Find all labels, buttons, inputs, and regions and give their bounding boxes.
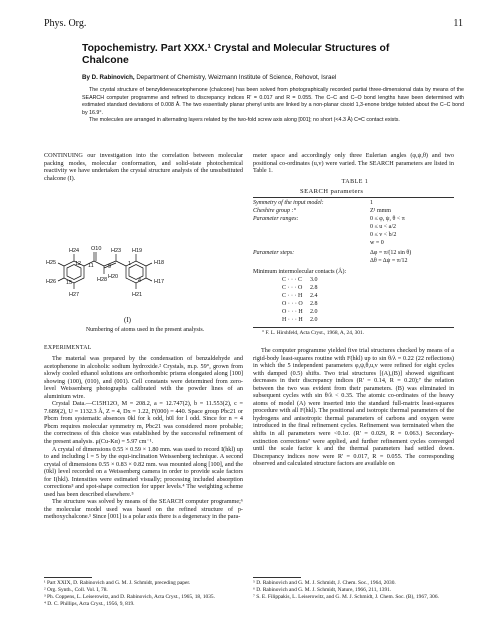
table-value: w = 0 [370,240,384,246]
atom-label: H19 [132,248,143,254]
contact-pair: C · · · C [282,277,302,283]
experimental-body [44,355,243,521]
contact-value: 2.0 [310,309,318,315]
compound-number: (I) [124,316,131,324]
journal-header: Phys. Org. [44,18,87,29]
chalcone-structure-svg [44,244,243,324]
atom-label: 1 [128,261,132,267]
body-paragraph: Crystal Data.—C15H12O, M = 208.2, a = 12.747(2), b = 11.553(2), c = 7.689(2), U = 1132.3 Å, Z = 4, Dx = 1.22, F(000) = 440. Space group Pbc21 or Pbcm from systematic absences 0kl for k odd, h0l for l odd. Since for n = 4 Pbcm requires molecular symmetry m, Pbc21 was considered more probable; the correctness of this choice was established by the successful refinement of the present analysis. μ(Cu-Kα) = 5.97 cm⁻¹. [44,400,243,446]
footnote-rule [44,577,92,578]
chalcone-structure-diagram [44,244,243,324]
figure-caption: Numbering of atoms used in the present analysis. [85,327,205,333]
author-line [82,74,462,81]
atom-label: H23 [111,248,122,254]
body-paragraph: The material was prepared by the condensation of benzaldehyde and acetophenone in alcoholic sodium hydroxide.² Crystals, m.p. 59°, grown from slowly cooled ethanol solutions are orthorhombic prisms elongated along [100] showing (100), (010), and (001). Cell constants were determined from zero-level Weissenberg photographs calibrated with the powder lines of an aluminium wire. [44,355,243,400]
footnotes-right [253,580,454,601]
contact-pair: O · · · O [282,301,303,307]
contacts-title: Minimum intermolecular contacts (Å): [253,269,347,275]
footnotes-left [44,580,243,608]
atom-label: H17 [154,279,165,285]
footnote-rule [253,577,301,578]
atom-label: H18 [154,260,165,266]
footnote: ⁷ S. E. Filippakis, L. Leiserowitz, and G. M. J. Schmidt, J. Chem. Soc. (B), 1967, 306. [253,593,439,600]
contact-value: 2.4 [310,293,318,299]
table-label: Parameter ranges: [253,216,299,222]
contact-value: 2.0 [310,317,318,323]
contact-pair: C · · · H [282,293,303,299]
table-heading: SEARCH parameters [300,188,364,195]
contact-value: 2.8 [310,301,318,307]
right-intro: meter space and accordingly only three Eulerian angles (φ,ψ,θ) and two positional co-ordinates (u,v) were varied. The SEARCH parameters are listed in Table 1. [253,152,454,175]
atom-label: 15 [66,280,73,286]
footnote: ⁶ D. Rabinovich and G. M. J. Schmidt, Nature, 1966, 211, 1391. [253,586,392,593]
atom-label: 11 [88,263,94,269]
author-affiliation: Department of Chemistry, Weizmann Institute of Science, Rehovot, Israel [136,74,337,81]
footnote: ³ Ph. Coppens, L. Leiserowitz, and D. Rabinovich, Acta Cryst., 1965, 18, 1035. [44,593,215,600]
table-value: Z¹ mmm [370,208,391,214]
table-value: Δφ = π/(12 sin θ) [370,250,412,256]
right-body [253,347,454,468]
article-title-line1: Topochemistry. Part XXX.¹ Crystal and Molecular Structures of [82,43,390,54]
contact-pair: H · · · H [282,317,303,323]
footnote: ⁵ D. Rabinovich and G. M. J. Schmidt, J. Chem. Soc., 1964, 2030. [253,580,396,586]
table-value: Δθ = Δψ = π/12 [370,258,408,264]
table-rule [253,197,454,198]
abstract [82,87,464,125]
contact-value: 2.8 [310,285,318,291]
abstract-paragraph: The molecules are arranged in alternating layers related by the two-fold screw axis along [001]; no short (<4.3 Å) C=C contact exists. [89,117,400,124]
table-number: TABLE 1 [341,179,369,185]
table-label: Cheshire group :° [253,208,296,214]
author-name: By D. Rabinovich, [82,74,135,81]
atom-label: O10 [91,246,102,252]
abstract-paragraph: The crystal structure of benzylideneacetophenone (chalcone) has been solved from photographically recorded partial three-dimensional data by means of the SEARCH computer programme and refined to discrepancy indices R' = 0.017 and R = 0.055. The C–C and C–O bond lengths have been determined with estimated standard deviations of 0.008 Å. The two essentially planar phenyl units are linked by a non-planar cisoid 1,3-enone bridge twisted about the C–C bond by 16.9°. [82,87,464,116]
table-value: 1 [370,200,373,206]
table-label: Symmetry of the input model: [253,200,324,206]
body-paragraph: The structure was solved by means of the SEARCH computer programme;⁶ the molecular model used was based on the refined structure of p-methoxychalcone.¹ Since [001] is a polar axis there is a degeneracy in the para- [44,498,243,521]
table-value: 0 ≤ u < a/2 [370,224,397,230]
table-value: 0 ≤ φ, ψ, θ < π [370,216,405,222]
intro-paragraph: CONTINUING our investigation into the correlation between molecular packing modes, molecular conformation, and solid-state photochemical reactivity we have undertaken the crystal structure analysis of the unsubstituted chalcone (I). [44,152,243,182]
article-title-line2: Chalcone [82,55,129,66]
body-paragraph: A crystal of dimensions 0.55 × 0.59 × 1.80 mm. was used to record I(hkl) up to and including l = 5 by the equi-inclination Weissenberg technique. A second crystal of dimensions 0.55 × 0.83 × 0.82 mm. was mounted along [100], and the (0kl) level recorded on a Weissenberg camera in order to provide scale factors for I(hkl). Intensities were estimated visually; processing included absorption corrections³ and spot-shape correction for upper levels.⁴ The weighting scheme used has been described elsewhere.⁵ [44,445,243,498]
atom-label: H20 [108,274,119,280]
article-title [82,43,442,67]
contact-pair: O · · · H [282,309,303,315]
footnote: ¹ Part XXIX, D. Rabinovich and G. M. J. Schmidt, preceding paper. [44,580,191,586]
footnote: ⁴ D. C. Phillips, Acta Cryst., 1956, 9, 819. [44,600,135,607]
section-heading: EXPERIMENTAL [44,345,92,351]
atom-label: H28 [97,277,108,283]
footnote: ² Org. Synth., Coll. Vol. I, 78. [44,586,108,593]
atom-label: H21 [132,292,143,298]
atom-label: H25 [46,260,57,266]
atom-label: H24 [69,248,80,254]
atom-label: 4 [138,278,142,284]
atom-label: 12 [75,261,82,267]
contact-pair: C · · · O [282,285,303,291]
contact-value: 3.0 [310,277,318,283]
atom-label: H26 [46,279,57,285]
table-rule [253,327,454,328]
table-value: 0 ≤ v < b/2 [370,232,397,238]
body-paragraph: The computer programme yielded five trial structures checked by means of a rigid-body least-squares routine with F(hkl) up to sin θ/λ = 0.22 (22 reflections) in which the 5 independent parameters φ,ψ,θ,u,v were refined for eight cycles with damped (0.5) shifts. Two trial structures [(A),(B)] showed significant decreases in their discrepancy indices (R' = 0.14, R = 0.20);⁷ the relation between the two was evident from their parameters. (B) was eliminated in subsequent cycles with sin θ/λ < 0.35. The atomic co-ordinates of the heavy atoms of model (A) were inserted into the standard full-matrix least-squares procedure with all F(hkl). The positional and isotropic thermal parameters of the hydrogens and anisotropic thermal parameters of carbons and oxygen were introduced in the final refinement cycles. Refinement was terminated when the shifts in all parameters were <0.1σ. (R' = 0.029, R = 0.063.) Secondary-extinction corrections⁷ were applied, and further refinement cycles converged until the scale factor k and the thermal parameters had settled down. Discrepancy indices now were R' = 0.017, R = 0.055. The corresponding observed and calculated structure factors are available on [253,347,454,468]
page-number: 11 [453,18,463,29]
table-label: Parameter steps: [253,250,295,256]
atom-label: H27 [69,292,80,298]
table-footnote: ° F. L. Hirshfeld, Acta Cryst., 1968, A, 24, 301. [262,330,365,336]
atom-label: 9 [108,264,112,270]
